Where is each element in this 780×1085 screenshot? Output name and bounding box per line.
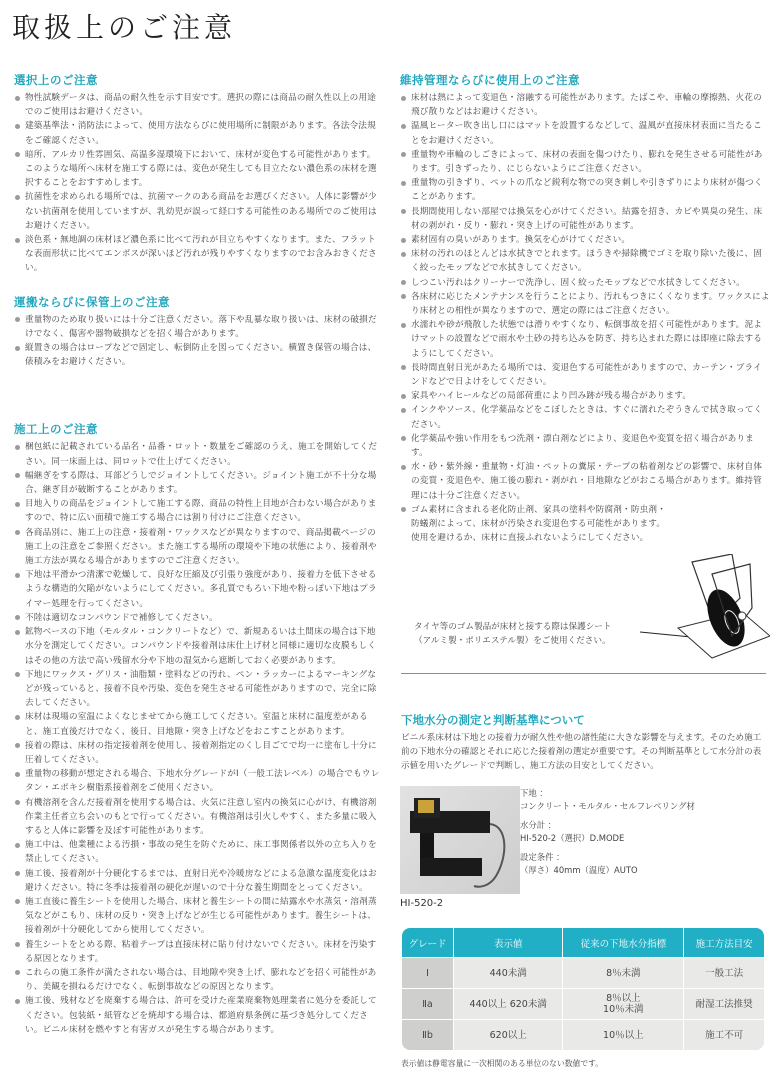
- list-item: 下地は平滑かつ清潔で乾燥して、良好な圧縮及び引張り強度があり、接着力を低下させるような構造的欠陥がないようにしてください。多孔質でもろい下地や粉っぽい下地はプライマー処理を行ってください。: [14, 568, 384, 611]
- table-row: Ⅰ 440未満 8％未満 一般工法: [402, 957, 764, 988]
- section-heading: 運搬ならびに保管上のご注意: [14, 294, 170, 309]
- list-item: 温風ヒーター吹き出し口にはマットを設置するなどして、温風が直接床材表面に当たることをお避けください。: [400, 119, 770, 147]
- list-item: 淡色系・無地調の床材ほど濃色系に比べて汚れが目立ちやすくなります。また、フラットな表面形状に比べてエンボスが深いほど汚れが残りやすくなりますのでお含みおきください。: [14, 233, 384, 276]
- tire-note: タイヤ等のゴム製品が床材と接する際は保護シート （アルミ製・ポリエステル製）をご使用ください。: [414, 621, 612, 646]
- section-maintenance: [400, 72, 770, 546]
- list-item: 長時間直射日光があたる場所では、変退色する可能性がありますので、カーテン・ブラインドなどで日よけをしてください。: [400, 361, 770, 389]
- table-row: Ⅱb 620以上 10％以上 施工不可: [402, 1019, 764, 1050]
- list-item: 水・砂・紫外線・重量物・灯油・ペットの糞尿・テープの粘着剤などの影響で、床材自体の変質・変退色や、施工後の膨れ・剥がれ・目地隙などがおこる場合があります。維持管理には十分ご注意ください。: [400, 460, 770, 503]
- list-item: 重量物の移動が想定される場合、下地水分グレードがⅠ（一般工法レベル）の場合でもウレタン・エポキシ樹脂系接着剤をご使用ください。: [14, 767, 384, 795]
- list-item: 家具やハイヒールなどの局部荷重により凹み跡が残る場合があります。: [400, 389, 770, 403]
- list-item: 物性試験データは、商品の耐久性を示す目安です。選択の際には商品の耐久性以上の用途でのご使用はお避けください。: [14, 91, 384, 119]
- list-item: 幅継ぎをする際は、耳部どうしでジョイントしてください。ジョイント施工が不十分な場合、継ぎ目が破断することがあります。: [14, 469, 384, 497]
- list-item: 重量物のため取り扱いには十分ご注意ください。落下や乱暴な取り扱いは、床材の破損だけでなく、傷害や器物破損などを招く場合があります。: [14, 313, 384, 341]
- table-row: Ⅱa 440以上 620未満 8％以上 10％未満 耐湿工法推奨: [402, 988, 764, 1019]
- list-item: 素材固有の臭いがあります。換気を心がけてください。: [400, 233, 770, 247]
- list-item: 養生シートをとめる際、粘着テープは直接床材に貼り付けないでください。床材を汚染する原因となります。: [14, 938, 384, 966]
- list-item: 目地入りの商品をジョイントして施工する際、商品の特性上目地が合わない場合がありますので、特に広い面積で施工する場合には割り付けにご注意ください。: [14, 497, 384, 525]
- moisture-grade-table: [402, 928, 764, 1050]
- list-item: 暗所、アルカリ性雰囲気、高温多湿環境下において、床材が変色する可能性があります。このような場所へ床材を施工する際には、変色が発生しても目立たない濃色系の床材を選択することをおすすめします。: [14, 148, 384, 191]
- list-item: 梱包紙に記載されている品名・品番・ロット・数量をご確認のうえ、施工を開始してください。同一床面上は、同ロットで仕上げてください。: [14, 440, 384, 468]
- list-item: 各床材に応じたメンテナンスを行うことにより、汚れもつきにくくなります。ワックスにより床材との相性が異なりますので、選定の際にはご注意ください。: [400, 290, 770, 318]
- list-item: 下地にワックス・グリス・油脂類・塗料などの汚れ、ペン・ラッカーによるマーキングなどが残っていると、接着不良や汚染、変色を発生させる可能性がありますので、完全に除去してください。: [14, 668, 384, 711]
- list-item: 床材は現場の室温によくなじませてから施工してください。室温と床材に温度差があると、施工直後だけでなく、後日、目地隙・突き上げなどをおこすことがあります。: [14, 710, 384, 738]
- intro-text: ビニル系床材は下地との接着力が耐久性や他の諸性能に大きな影響を与えます。そのため施工前の下地水分の確認とそれに応じた接着剤の選定が重要です。その判断基準として水分計の表示値を用いたグレードで判断し、施工方法の目安としてください。: [401, 733, 762, 772]
- list-item: ゴム素材に含まれる老化防止剤、家具の塗料や防腐剤・防虫剤・防蟻剤によって、床材が汚染され変退色する可能性があります。使用を避けるか、床材に直接ふれないようにしてください。: [400, 503, 670, 546]
- list-item: 重量物の引きずり、ペットの爪など鋭利な物での突き刺しや引きずりにより床材が傷つくことがあります。: [400, 176, 770, 204]
- list-item: 建築基準法・消防法によって、使用方法ならびに使用場所に制限があります。各法令法規をご確認ください。: [14, 119, 384, 147]
- divider: [401, 673, 766, 674]
- list-item: 抗菌性を求められる場所では、抗菌マークのある商品をお選びください。人体に影響が少ない抗菌剤を使用していますが、乳幼児が誤って経口する可能性のある場所でのご使用はお避けください。: [14, 190, 384, 233]
- meter-specs: 下地 ： コンクリート・モルタル・セルフレベリング材 水分計 ： HI-520-2（選択）D.MODE 設定条件 ： （厚さ）40mm（温度）AUTO: [520, 788, 695, 875]
- list-item: これらの施工条件が満たされない場合は、目地隙や突き上げ、膨れなどを招く可能性があり、美観を損ねるだけでなく、転倒事故などの原因となります。: [14, 966, 384, 994]
- section-heading: 選択上のご注意: [14, 73, 98, 87]
- page-title: 取扱上のご注意: [12, 11, 237, 44]
- moisture-meter-image: [400, 786, 520, 894]
- list-item: 長期間使用しない部屋では換気を心がけてください。結露を招き、カビや異臭の発生、床材の剥がれ・反り・膨れ・突き上げの可能性があります。: [400, 205, 770, 233]
- list-item: 床材は熱によって変退色・溶融する可能性があります。たばこや、車輪の摩擦熱、火花の飛び散りなどはお避けください。: [400, 91, 770, 119]
- table-header: 施工方法目安: [684, 928, 764, 957]
- moisture-meter-icon: [400, 786, 520, 894]
- right-column: [400, 72, 770, 664]
- list-item: 接着の際は、床材の指定接着剤を使用し、接着剤指定のくし目ごてで均一に塗布し十分に圧着してください。: [14, 739, 384, 767]
- table-header: グレード: [402, 928, 454, 957]
- list-item: 施工直後に養生シートを使用した場合、床材と養生シートの間に結露水や水蒸気・溶剤蒸気などがこもり、床材の反り・突き上げなどが生じる可能性があります。養生シートは、接着剤が十分硬化してから使用してください。: [14, 895, 384, 938]
- table-header: 従来の下地水分指標: [563, 928, 684, 957]
- list-item: 施工後、残材などを廃棄する場合は、許可を受けた産業廃棄物処理業者に処分を委託してください。包装紙・紙管などを焼却する場合は、都道府県条例に基づき処分してください。ビニル床材を燃やすと有害ガスが発生する場合があります。: [14, 994, 384, 1037]
- list-item: 化学薬品や強い作用をもつ洗剤・漂白剤などにより、変退色や変質を招く場合があります。: [400, 432, 770, 460]
- section-construction: [14, 421, 384, 1037]
- section-heading: 維持管理ならびに使用上のご注意: [400, 73, 580, 87]
- list-item: 施工中は、他業種による汚損・事故の発生を防ぐために、床工事関係者以外の立ち入りを禁止してください。: [14, 838, 384, 866]
- list-item: しつこい汚れはクリーナーで洗浄し、固く絞ったモップなどで水拭きしてください。: [400, 276, 770, 290]
- table-header: 表示値: [454, 928, 563, 957]
- meter-label: HI-520-2: [400, 898, 444, 909]
- list-item: インクやソース、化学薬品などをこぼしたときは、すぐに濡れたぞうきんで拭き取ってください。: [400, 403, 770, 431]
- list-item: 有機溶剤を含んだ接着剤を使用する場合は、火気に注意し室内の換気に心がけ、有機溶剤作業主任者立ち会いのもとで行ってください。有機溶剤は引火しやすく、また多量に吸入すると人体に影響を及ぼす可能性があります。: [14, 796, 384, 839]
- table-footnote: 表示値は静電容量に一次相関のある単位のない数値です。: [401, 1059, 604, 1068]
- list-item: 縦置きの場合はロープなどで固定し、転倒防止を図ってください。横置き保管の場合は、俵積みをお避けください。: [14, 341, 384, 369]
- list-item: 重量物や車輪のしごきによって、床材の表面を傷つけたり、膨れを発生させる可能性があります。引きずったり、にじらないようにご注意ください。: [400, 148, 770, 176]
- left-column: [14, 72, 384, 1037]
- list-item: 水濡れや砂が飛散した状態では滑りやすくなり、転倒事故を招く可能性があります。泥よけマットの設置などで雨水や土砂の持ち込みを防ぎ、持ち込まれた際には即座に除去するようにしてください。: [400, 318, 770, 361]
- section-heading: 施工上のご注意: [14, 422, 98, 437]
- tire-illustration-block: [400, 546, 770, 664]
- list-item: 各商品別に、施工上の注意・接着剤・ワックスなどが異なりますので、商品掲載ページの施工上の注意をご参照ください。また施工する場所の環境や下地の状態により、接着剤や施工方法が異なる場合がありますのでご注意ください。: [14, 526, 384, 569]
- section-heading: 下地水分の測定と判断基準について: [401, 713, 585, 727]
- list-item: 不陸は適切なコンパウンドで補修してください。: [14, 611, 384, 625]
- section-transport: [14, 294, 384, 370]
- list-item: 施工後、接着剤が十分硬化するまでは、直射日光や冷暖房などによる急激な温度変化はお避けください。特に冬季は接着剤の硬化が遅いので十分な養生期間をとってください。: [14, 867, 384, 895]
- caster-wheel-icon: [640, 554, 770, 664]
- list-item: 鉱物ベースの下地（モルタル・コンクリートなど）で、新規あるいは土間床の場合は下地水分を測定してください。コンパウンドや接着剤は床仕上げ材と同様に適切な皮膜もしくはその他の方法で高い残留水分や下地の湿気から遮断しておく必要があります。: [14, 625, 384, 668]
- section-selection: [14, 72, 384, 276]
- section-moisture: [401, 712, 769, 774]
- list-item: 床材の汚れのほとんどは水拭きでとれます。ほうきや掃除機でゴミを取り除いた後に、固く絞ったモップなどで水拭きしてください。: [400, 247, 770, 275]
